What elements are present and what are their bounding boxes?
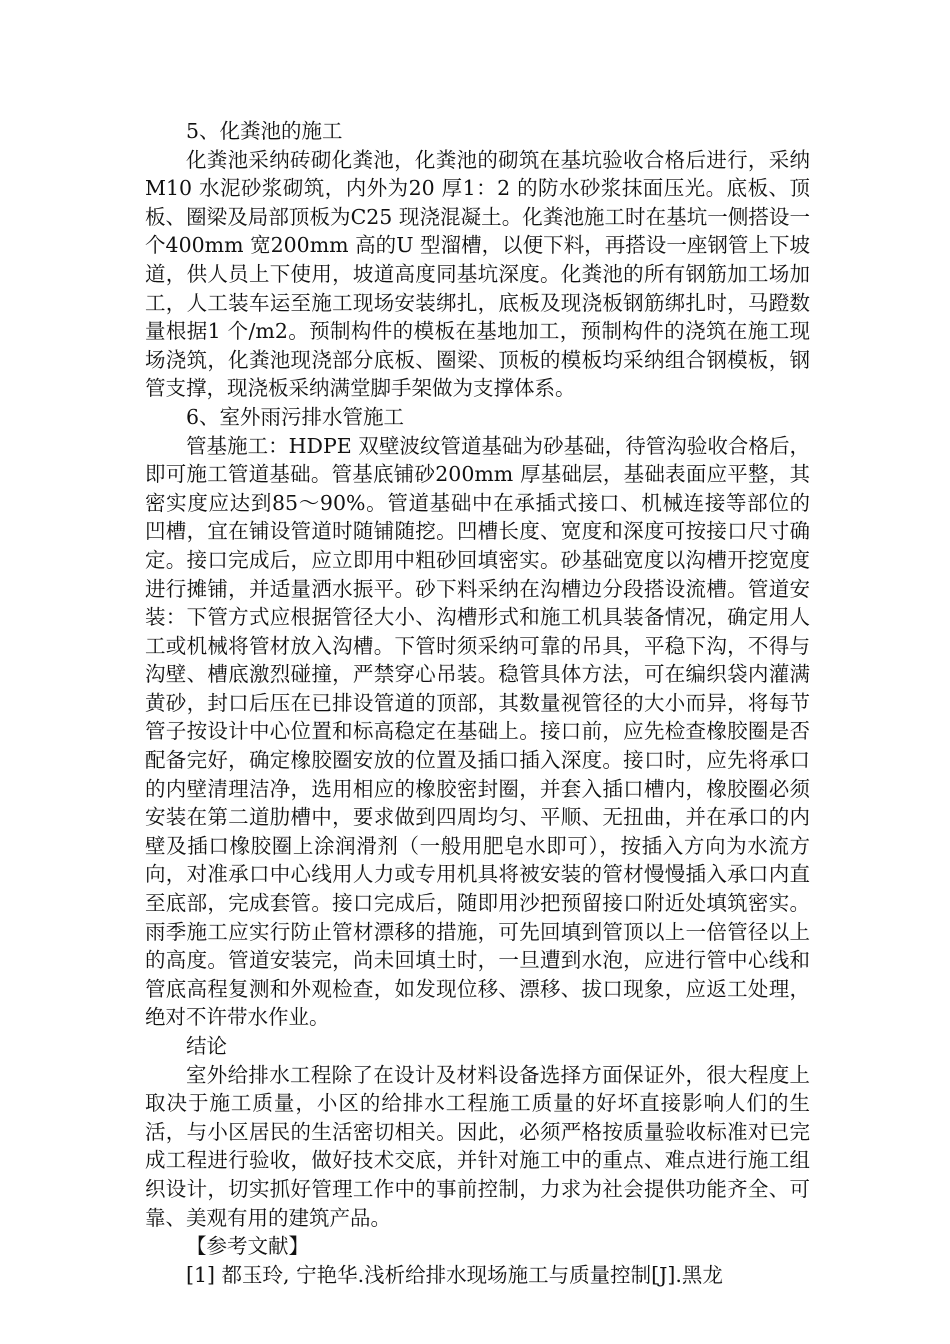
section-6-body: 管基施工：HDPE 双壁波纹管道基础为砂基础，待管沟验收合格后，即可施工管道基础。管基底铺砂200mm 厚基础层，基础表面应平整，其密实度应达到85～90%。管道基础中在承插式接口、机械连接等部位的凹槽，宜在铺设管道时随铺随挖。凹槽长度、宽度和深度可按接口尺寸确定。接口完成后，应立即用中粗砂回填密实。砂基础宽度以沟槽开挖宽度进行摊铺，并适量洒水振平。砂下料采纳在沟槽边分段搭设流槽。管道安装：下管方式应根据管径大小、沟槽形式和施工机具装备情况，确定用人工或机械将管材放入沟槽。下管时须采纳可靠的吊具，平稳下沟，不得与沟壁、槽底激烈碰撞，严禁穿心吊装。稳管具体方法，可在编织袋内灌满黄砂，封口后压在已排设管道的顶部，其数量视管径的大小而异，将每节管子按设计中心位置和标高稳定在基础上。接口前，应先检查橡胶圈是否配备完好，确定橡胶圈安放的位置及插口插入深度。接口时，应先将承口的内壁清理洁净，选用相应的橡胶密封圈，并套入插口槽内，橡胶圈必须安装在第二道肋槽中，要求做到四周均匀、平顺、无扭曲，并在承口的内壁及插口橡胶圈上涂润滑剂（一般用肥皂水即可），按插入方向为水流方向，对准承口中心线用人力或专用机具将被安装的管材慢慢插入承口内直至底部，完成套管。接口完成后，随即用沙把预留接口附近处填筑密实。雨季施工应实行防止管材漂移的措施，可先回填到管顶以上一倍管径以上的高度。管道安装完，尚未回填土时，一旦遭到水泡，应进行管中心线和管底高程复测和外观检查，如发现位移、漂移、拔口现象，应返工处理，绝对不许带水作业。: [145, 433, 810, 1030]
conclusion-heading: 结论: [186, 1034, 227, 1058]
conclusion-body: 室外给排水工程除了在设计及材料设备选择方面保证外，很大程度上取决于施工质量，小区的给排水工程施工质量的好坏直接影响人们的生活，与小区居民的生活密切相关。因此，必须严格按质量验收标准对已完成工程进行验收，做好技术交底，并针对施工中的重点、难点进行施工组织设计，切实抓好管理工作中的事前控制，力求为社会提供功能齐全、可靠、美观有用的建筑产品。: [145, 1062, 810, 1230]
section-5-body: 化粪池采纳砖砌化粪池，化粪池的砌筑在基坑验收合格后进行，采纳M10 水泥砂浆砌筑，内外为20 厚1：2 的防水砂浆抹面压光。底板、顶板、圈梁及局部顶板为C25 现浇混凝土。化粪池施工时在基坑一侧搭设一个400mm 宽200mm 高的U 型溜槽，以便下料，再搭设一座钢管上下坡道，供人员上下使用，坡道高度同基坑深度。化粪池的所有钢筋加工场加工，人工装车运至施工现场安装绑扎，底板及现浇板钢筋绑扎时，马蹬数量根据1 个/m2。预制构件的模板在基地加工，预制构件的浇筑在施工现场浇筑，化粪池现浇部分底板、圈梁、顶板的模板均采纳组合钢模板，钢管支撑，现浇板采纳满堂脚手架做为支撑体系。: [145, 147, 810, 401]
references-heading: 【参考文献】: [186, 1234, 309, 1259]
section-6-heading: 6、室外雨污排水管施工: [186, 404, 405, 429]
reference-item-1: [1] 都玉玲, 宁艳华.浅析给排水现场施工与质量控制[J].黑龙: [186, 1262, 723, 1287]
section-5-heading: 5、化粪池的施工: [186, 119, 343, 143]
document-page: [145, 117, 810, 1289]
